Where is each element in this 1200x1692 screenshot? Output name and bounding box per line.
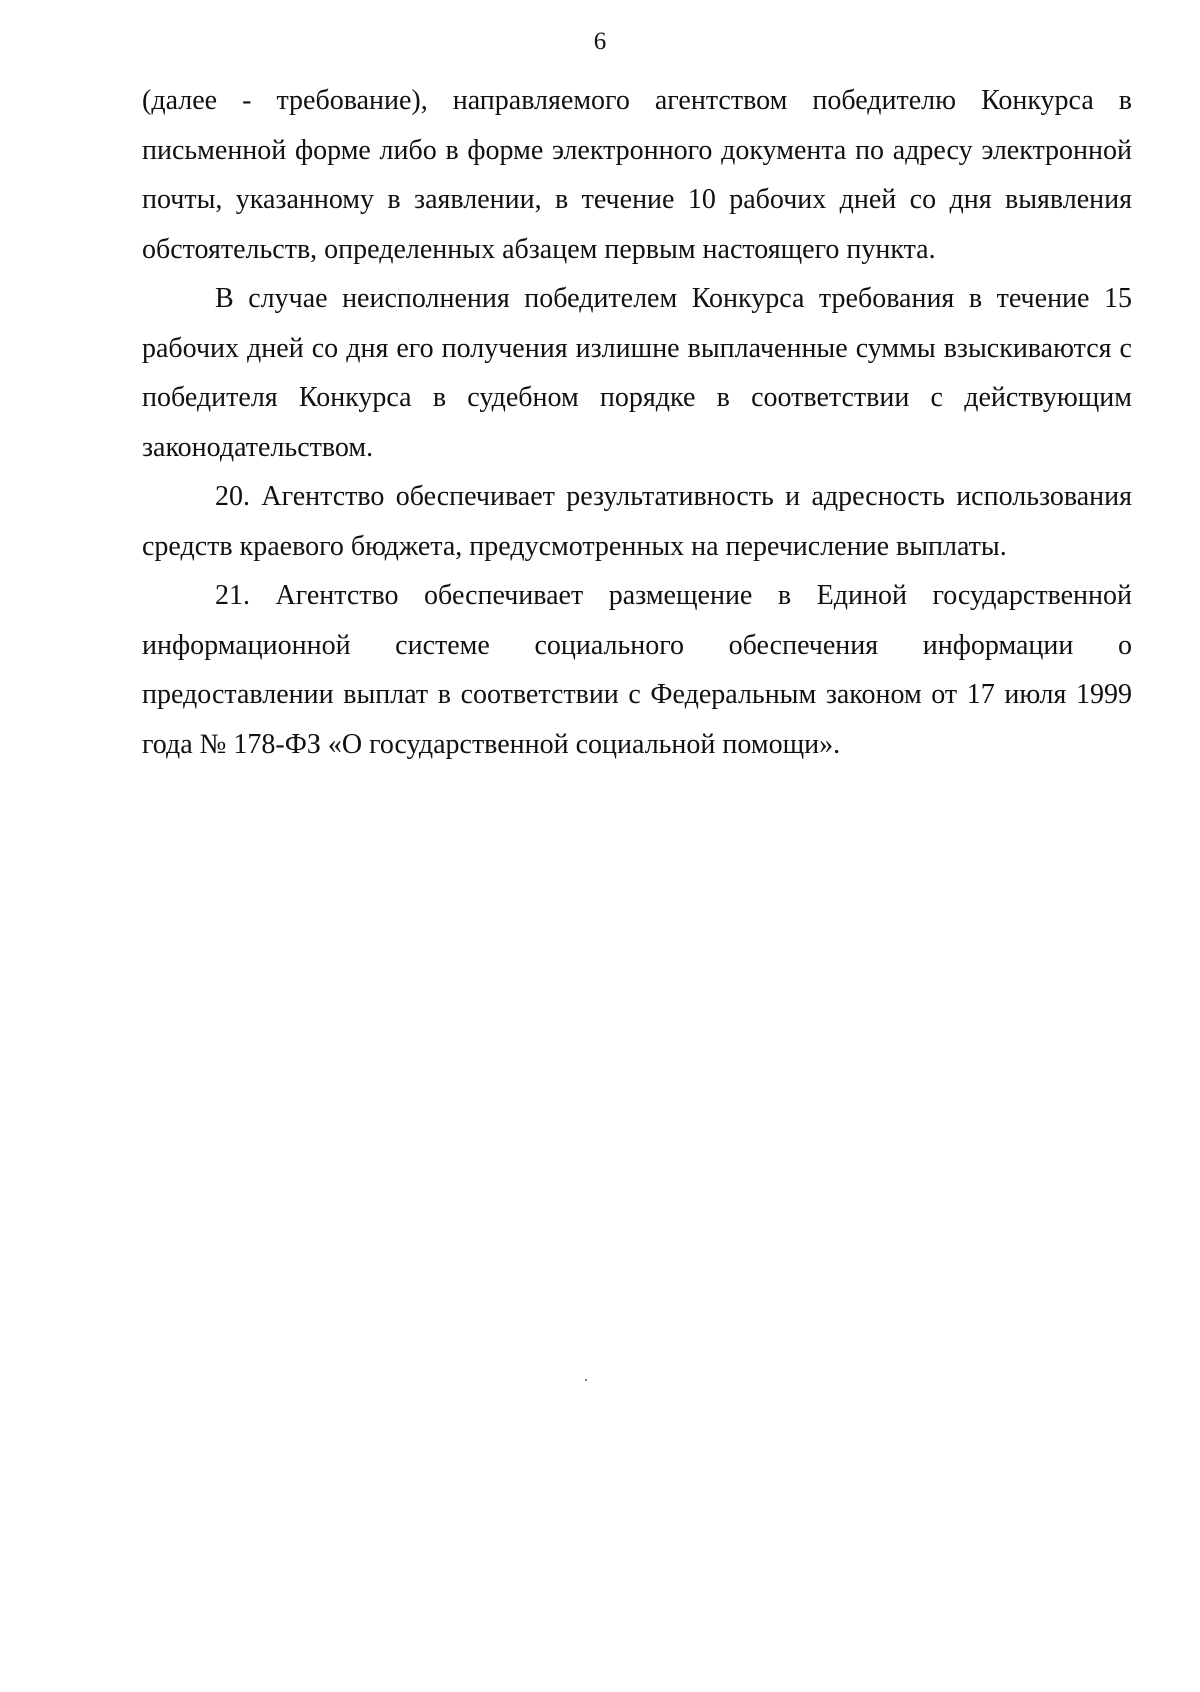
scan-speck (585, 1379, 587, 1381)
paragraph-continuation: (далее - требование), направляемого агентством победителю Конкурса в письменной форме либо в форме электронного документа по адресу электронной почты, указанному в заявлении, в течение 10 рабочих дней со дня выявления обстоятельств, определенных абзацем первым настоящего пункта. (142, 85, 1132, 265)
paragraph-clause-20: 20. Агентство обеспечивает результативность и адресность использования средств краевого бюджета, предусмотренных на перечисление выплаты. (142, 481, 1132, 562)
paragraph-non-fulfillment: В случае неисполнения победителем Конкурса требования в течение 15 рабочих дней со дня его получения излишне выплаченные суммы взыскиваются с победителя Конкурса в судебном порядке в соответствии с действующим законодательством. (142, 283, 1132, 463)
paragraph-clause-21: 21. Агентство обеспечивает размещение в Единой государственной информационной системе социального обеспечения информации о предоставлении выплат в соответствии с Федеральным законом от 17 июля 1999 года № 178-ФЗ «О государственной социальной помощи». (142, 580, 1132, 760)
document-body (142, 76, 1132, 769)
page-number: 6 (593, 28, 607, 55)
